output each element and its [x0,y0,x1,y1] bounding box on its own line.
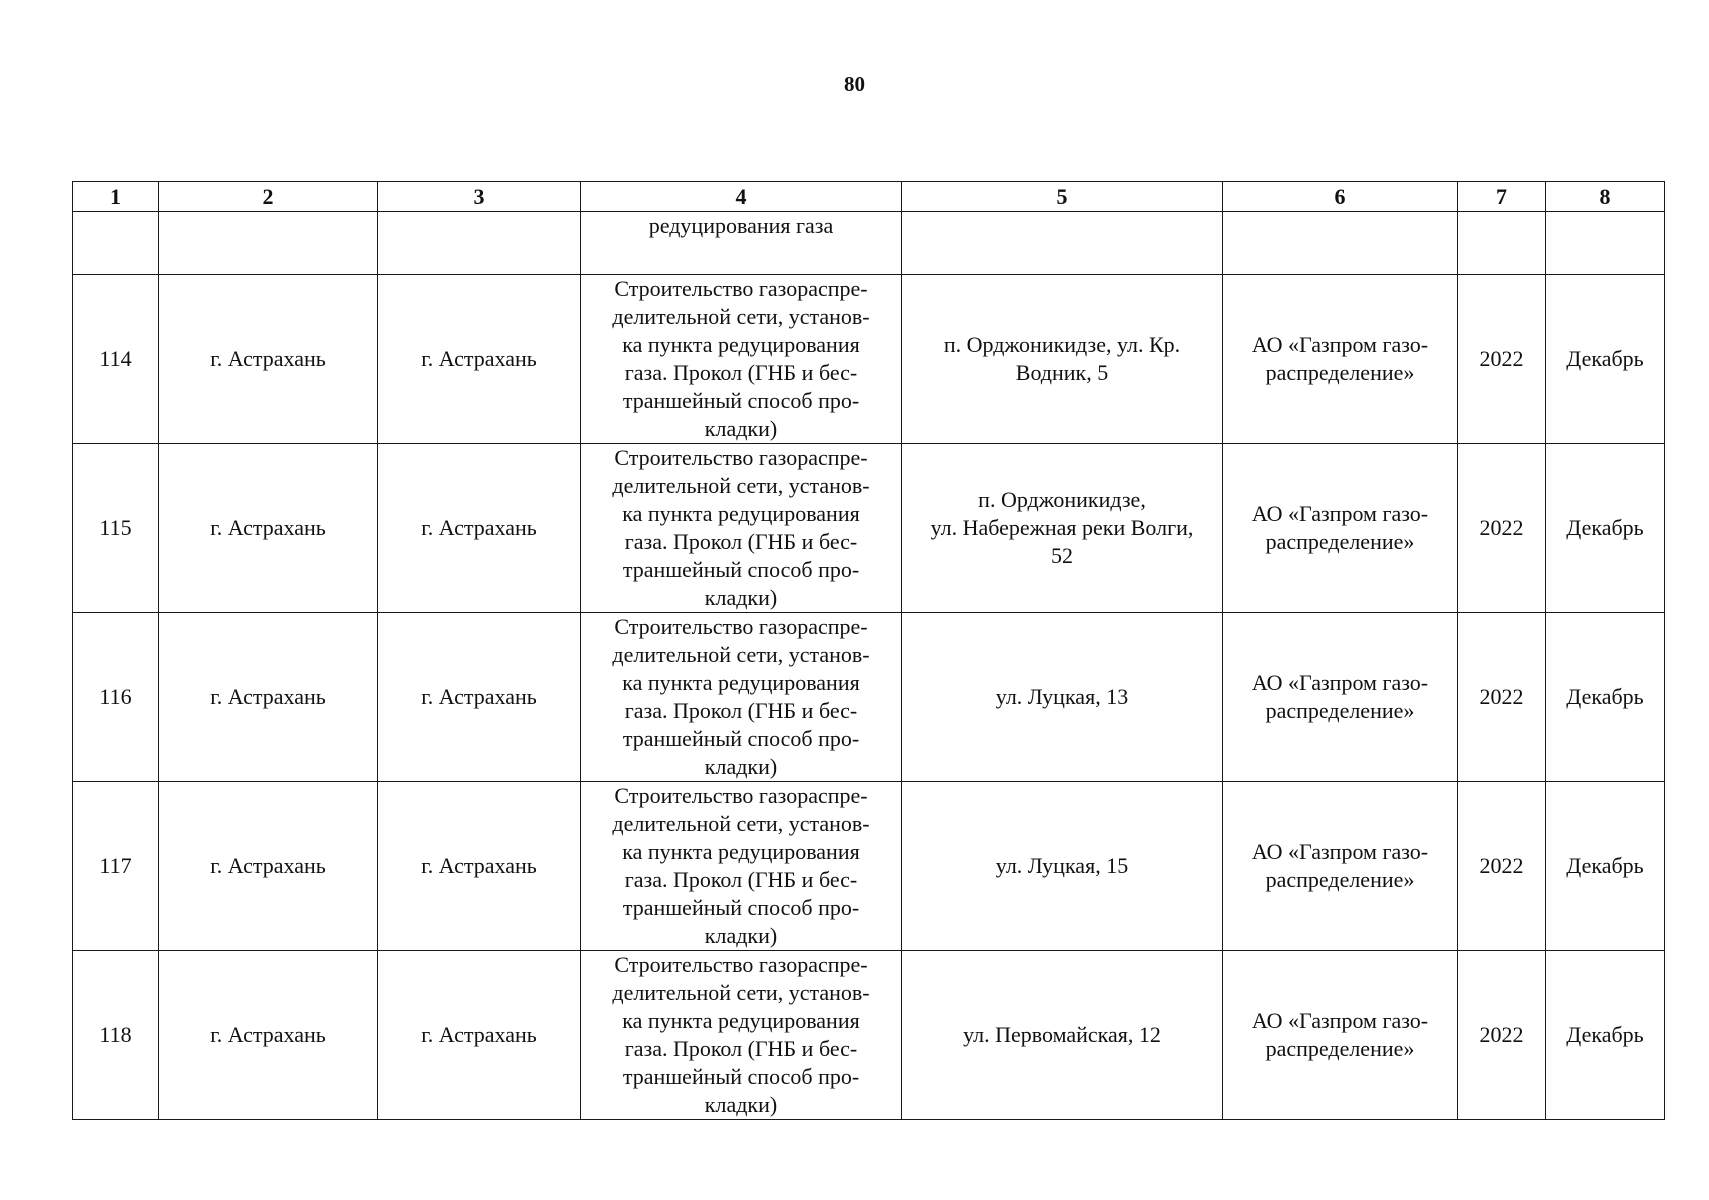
address-line: ул. Луцкая, 13 [995,684,1129,709]
description-line: газа. Прокол (ГНБ и бес- [624,360,858,385]
description-line: делительной сети, установ- [612,473,870,498]
year-cell: 2022 [1458,613,1546,782]
year-cell: 2022 [1458,444,1546,613]
description-line: газа. Прокол (ГНБ и бес- [624,529,858,554]
month-cell: Декабрь [1546,951,1665,1120]
address-cell [902,613,1223,782]
continuation-row [73,212,1665,275]
column-number-cell: 4 [581,182,902,212]
description-line: кладки) [704,585,778,610]
empty-cell [1223,212,1458,275]
year-cell: 2022 [1458,275,1546,444]
table-row [73,275,1665,444]
column-number-cell: 2 [159,182,378,212]
description-cell [581,951,902,1120]
district-cell: г. Астрахань [159,951,378,1120]
month-cell: Декабрь [1546,782,1665,951]
description-line: делительной сети, установ- [612,304,870,329]
organization-cell [1223,275,1458,444]
description-line: кладки) [704,416,778,441]
address-line: ул. Набережная реки Волги, [930,515,1194,540]
organization-line: распределение» [1265,360,1415,385]
schedule-table [72,181,1665,1120]
description-cell [581,613,902,782]
address-line: п. Орджоникидзе, ул. Кр. [943,332,1181,357]
row-number-cell: 115 [73,444,159,613]
page-number: 80 [844,72,865,96]
description-line: ка пункта редуцирования [622,332,860,357]
description-line: ка пункта редуцирования [622,1008,860,1033]
description-line: делительной сети, установ- [612,980,870,1005]
month-cell: Декабрь [1546,613,1665,782]
column-number-cell: 5 [902,182,1223,212]
description-line: траншейный способ про- [622,388,860,413]
empty-cell [1546,212,1665,275]
empty-cell [1458,212,1546,275]
address-cell [902,782,1223,951]
description-line: газа. Прокол (ГНБ и бес- [624,698,858,723]
description-line: ка пункта редуцирования [622,501,860,526]
row-number-cell: 116 [73,613,159,782]
description-line: газа. Прокол (ГНБ и бес- [624,867,858,892]
empty-cell [159,212,378,275]
description-line: ка пункта редуцирования [622,839,860,864]
locality-cell: г. Астрахань [378,613,581,782]
description-line: траншейный способ про- [622,557,860,582]
description-line: Строительство газораспре- [614,276,868,301]
year-cell: 2022 [1458,951,1546,1120]
district-cell: г. Астрахань [159,275,378,444]
description-line: делительной сети, установ- [612,811,870,836]
organization-cell [1223,444,1458,613]
organization-line: распределение» [1265,529,1415,554]
address-line: Водник, 5 [1015,360,1109,385]
column-number-row [73,182,1665,212]
locality-cell: г. Астрахань [378,782,581,951]
organization-line: распределение» [1265,867,1415,892]
locality-cell: г. Астрахань [378,275,581,444]
description-cell [581,782,902,951]
description-line: Строительство газораспре- [614,445,868,470]
description-line: траншейный способ про- [622,1064,860,1089]
description-line: Строительство газораспре- [614,952,868,977]
description-line: делительной сети, установ- [612,642,870,667]
organization-line: распределение» [1265,1036,1415,1061]
organization-cell [1223,951,1458,1120]
year-cell: 2022 [1458,782,1546,951]
description-line: кладки) [704,754,778,779]
description-line: Строительство газораспре- [614,783,868,808]
district-cell: г. Астрахань [159,613,378,782]
organization-line: АО «Газпром газо- [1251,332,1429,357]
district-cell: г. Астрахань [159,782,378,951]
locality-cell: г. Астрахань [378,951,581,1120]
description-line: кладки) [704,923,778,948]
address-cell [902,951,1223,1120]
row-number-cell: 117 [73,782,159,951]
address-line: п. Орджоникидзе, [978,487,1146,512]
organization-cell [1223,782,1458,951]
table-row [73,444,1665,613]
organization-line: распределение» [1265,698,1415,723]
empty-cell [378,212,581,275]
month-cell: Декабрь [1546,275,1665,444]
table-row [73,613,1665,782]
table-row [73,951,1665,1120]
empty-cell [902,212,1223,275]
description-line: редуцирования газа [648,213,834,238]
organization-line: АО «Газпром газо- [1251,670,1429,695]
description-line: кладки) [704,1092,778,1117]
description-cell [581,212,902,275]
address-cell [902,275,1223,444]
organization-line: АО «Газпром газо- [1251,839,1429,864]
month-cell: Декабрь [1546,444,1665,613]
address-cell [902,444,1223,613]
empty-cell [73,212,159,275]
description-line: траншейный способ про- [622,895,860,920]
row-number-cell: 118 [73,951,159,1120]
address-line: ул. Луцкая, 15 [995,853,1129,878]
description-line: траншейный способ про- [622,726,860,751]
organization-line: АО «Газпром газо- [1251,501,1429,526]
description-line: ка пункта редуцирования [622,670,860,695]
description-cell [581,275,902,444]
column-number-cell: 1 [73,182,159,212]
column-number-cell: 6 [1223,182,1458,212]
column-number-cell: 8 [1546,182,1665,212]
table-row [73,782,1665,951]
address-line: 52 [1051,543,1073,568]
address-line: ул. Первомайская, 12 [963,1022,1161,1047]
row-number-cell: 114 [73,275,159,444]
description-cell [581,444,902,613]
description-line: газа. Прокол (ГНБ и бес- [624,1036,858,1061]
description-line: Строительство газораспре- [614,614,868,639]
column-number-cell: 3 [378,182,581,212]
locality-cell: г. Астрахань [378,444,581,613]
column-number-cell: 7 [1458,182,1546,212]
organization-cell [1223,613,1458,782]
district-cell: г. Астрахань [159,444,378,613]
organization-line: АО «Газпром газо- [1251,1008,1429,1033]
